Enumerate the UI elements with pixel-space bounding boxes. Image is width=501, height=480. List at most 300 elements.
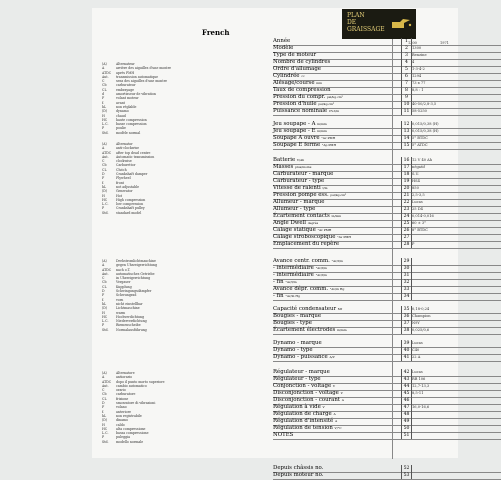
legend-text: avant [116,100,125,105]
legend-text: nicht einstellbar [116,301,143,306]
spec-value [412,425,500,432]
spec-number: 9 [401,94,412,101]
legend-code: (D) [102,306,108,311]
spec-label [273,369,401,376]
spec-label-text: Masses [273,164,294,170]
spec-label-text: - fin [273,279,284,285]
spec-value: 8,5-11 [412,391,424,395]
spec-value: 0,015/0,38 (H) [412,122,439,126]
legend-italian [102,371,165,444]
legend-code: D [102,401,105,406]
spec-unit: A [341,398,344,402]
legend-text: basse compression [116,122,147,127]
spec-label [273,59,401,66]
legend-text: after top dead centre [116,150,151,155]
spec-value [412,94,500,101]
spec-row [273,432,501,440]
spec-unit: °Av/in Hg [329,287,345,291]
legend-text: Alternator [116,142,133,146]
spec-value: N9Y [412,321,420,325]
legend-code: f. [102,100,105,105]
spec-value: 0,014-0,016 [412,214,434,218]
spec-value: Champion [412,314,431,318]
spec-label [273,376,401,383]
spec-unit: in/mm [337,328,347,332]
spec-label-text: Carburateur - marque [273,171,334,177]
spec-label-text: Année [273,38,291,44]
legend-code: hL [102,413,107,418]
spec-number: 25 [401,220,412,227]
spec-number: 3 [401,52,412,59]
legend-text: Flywheel [116,176,131,181]
legend-code: f. [102,297,105,302]
spec-unit: °Av PMH [321,136,336,140]
legend-text: nach o.T. [116,267,131,272]
legend-text: Drehstromlichtmaschine [116,259,156,263]
legend-code: ATDC [102,150,112,155]
legend-code: A [102,375,105,380]
spec-value: 0,18-0,24 [412,307,430,311]
spec-label [273,279,401,286]
spec-label [273,52,401,59]
legend-code: Aut. [102,74,109,79]
spec-number: 30 [401,265,412,272]
spec-label [273,313,401,320]
legend-code: L.C. [102,202,109,207]
legend-text: anteriore [116,409,131,414]
spec-label [273,157,401,164]
spec-label-text: Calage stroboscopique [273,234,336,240]
legend-code: F [102,293,105,298]
spec-label [273,108,401,115]
spec-label-text: Allumeur - type [273,206,316,212]
legend-text: puleggia [116,435,130,440]
spec-label-text: Pression pompe ess. [273,192,329,198]
legend-text: transmission automatique [116,74,159,79]
spec-value: 60 ± 3° [412,221,426,225]
spec-value: HS4 [412,179,420,183]
spec-label [273,128,401,135]
spec-value: 25 D4 [412,207,423,211]
legend-code: f. [102,180,105,185]
legend-text: Schwingungsdämpfer [116,289,152,294]
legend-text: frizione [116,396,129,401]
spec-value: 58-5250 [412,109,427,113]
legend-text: bassa compressione [116,431,149,436]
spec-label-text: Avance centr. comm. [273,258,330,264]
legend-german [102,259,157,332]
legend-text: après PMH [116,70,135,75]
spec-unit: A [334,419,338,423]
legend-text: clockwise [116,159,132,164]
spec-label-text: Bougies - type [273,320,312,326]
spec-number: 13 [401,128,412,135]
spec-label [273,465,401,472]
spec-label-text: Écartement électrodes [273,327,336,333]
spec-label [273,347,401,354]
spec-unit: °Av/t/m [285,280,297,284]
legend-code: H [102,113,105,118]
legend-code: ATDC [102,70,112,75]
legend-code: F [102,405,105,410]
spec-number: 11 [401,108,412,115]
legend-code: ATDC [102,379,112,384]
spec-label [273,178,401,185]
legend-text: sens des aiguilles d'une montre [116,79,168,84]
spec-value [412,411,500,418]
legend-code: Std. [102,210,109,215]
legend-text: Kupplung [116,284,132,289]
legend-text: Niederverdichtung [116,319,147,324]
legend-text: Alternatore [116,371,135,375]
spec-number: 27 [401,234,412,241]
spec-label-text: Soupape A ouvre [273,135,320,141]
spec-unit: V/Ah [296,158,305,162]
legend-code: ATDC [102,267,112,272]
spec-value: 2,5-3,5 [412,193,425,197]
spec-label-text: Ordre d'allumage [273,66,321,72]
spec-label [273,340,401,347]
spec-number: 29 [401,258,412,265]
spec-number: 22 [401,199,412,206]
spec-label-text: Puissance nominale [273,108,328,114]
spec-number: 41 [401,354,412,361]
legend-code: Cb [102,280,107,285]
legend-text: gegen Uhrzeigerrichtung [116,263,158,268]
spec-label [273,73,401,80]
spec-label [273,66,401,73]
spec-value: 5° ATDC [412,143,428,147]
spec-number: 6 [401,73,412,80]
spec-value: S.U. [412,172,420,176]
legend-text: volano [116,405,127,410]
legend-code: F [102,176,105,181]
spec-label [273,425,401,432]
spec-unit: V [322,405,325,409]
legend-text: vorn [116,297,124,302]
spec-label [273,411,401,418]
column-divider [392,39,393,459]
spec-label-text: Pression du compr. [273,94,326,100]
legend-code: (A) [102,62,107,66]
spec-number: 37 [401,320,412,327]
spec-number: 18 [401,171,412,178]
legend-text: Lichtmaschine [116,306,140,311]
spec-value: P [412,242,415,246]
legend-code: d [102,92,105,97]
spec-label-text: Jeu soupape - A [273,121,316,127]
spec-label [273,320,401,327]
legend-code: H [102,193,105,198]
legend-text: Carburettor [116,163,136,168]
legend-code: CL [102,396,107,401]
spec-label-text: Taux de compression [273,87,331,93]
spec-label [273,192,401,199]
spec-number: 4 [401,59,412,66]
spec-value: 1-3-4-2 [412,67,425,71]
spec-unit: cc [301,74,305,78]
legend-code: CL [102,87,107,92]
spec-value: RB 106 [412,377,426,381]
language-heading: French [202,28,230,37]
spec-unit: A [333,412,336,416]
legend-code: CL [102,167,107,172]
legend-code: HC [102,426,108,431]
spec-label-text: Vitesse de ralenti [273,185,321,191]
legend-code: HC [102,197,108,202]
legend-code: C [102,79,105,84]
spec-unit: V [340,391,343,395]
spec-number: 42 [401,369,412,376]
spec-label-text: Jeu soupape - E [273,128,316,134]
legend-entry [102,328,157,332]
spec-value: 4 [412,60,415,64]
spec-label-text: Capacité condensateur [273,306,337,312]
legend-text: Vergaser [116,280,131,285]
logo-line-3: GRAISSAGE [347,26,385,33]
spec-label [273,101,401,108]
spec-label-text: Régulateur - type [273,376,321,382]
spec-label [273,135,401,142]
spec-label-text: Depuis moteur no. [273,472,324,478]
legend-code: HC [102,314,108,319]
legend-code: HC [102,117,108,122]
spec-number: 46 [401,397,412,404]
spec-number: 8 [401,87,412,94]
spec-label [273,142,401,149]
spec-label [273,265,401,272]
spec-number: 10 [401,101,412,108]
legend-text: warm [116,310,126,315]
spec-label [273,383,401,390]
spec-value: 8° BTDC [412,228,428,232]
spec-value: Lucas [412,341,423,345]
spec-label [273,199,401,206]
legend-text: dynamo [116,109,129,114]
spec-value [412,272,500,279]
spec-number: 53 [401,472,412,479]
spec-unit: in/mm [317,129,327,133]
legend-code: P [102,206,105,211]
spec-label-text: Type de moteur [273,52,317,58]
legend-text: amortisseur de vibration [116,92,156,97]
legend-text: smorzatore di vibrazioni [116,401,156,406]
spec-value: 40-50/2,8-3,5 [412,102,437,106]
legend-text: chaud [116,113,126,118]
spec-label [273,87,401,94]
legend-code: P [102,323,105,328]
legend-text: orario [116,388,126,393]
spec-number: 36 [401,313,412,320]
spec-label [273,258,401,265]
spec-value [412,258,500,265]
legend-text: poulie [116,126,126,131]
oil-can-icon [390,14,412,32]
spec-label-text: Pression d'huile [273,101,317,107]
legend-code: Cb [102,83,107,88]
legend-code: (A) [102,371,107,375]
spec-unit: t/m [322,186,328,190]
legend-text: Hot [116,193,122,198]
spec-row [273,472,501,480]
spec-label [273,404,401,411]
spec-unit: °Av/in Hg [285,294,300,298]
spec-value [412,286,500,293]
legend-code: hL [102,301,107,306]
spec-number: 51 [401,432,412,439]
legend-text: anti-clockwise [116,146,140,151]
legend-code: (D) [102,109,108,114]
spec-label-text: Régulation de tension [273,425,333,431]
spec-label-text: NOTES [273,432,294,438]
spec-number: 47 [401,404,412,411]
legend-code: Std. [102,327,109,332]
legend-code: A [102,66,105,71]
legend-text: non registrabile [116,413,142,418]
spec-number: 39 [401,340,412,347]
legend-code: C [102,159,105,164]
legend-code: C [102,276,105,281]
spec-value: 0,025/0,6 [412,328,430,332]
spec-label [273,220,401,227]
legend-code: (A) [102,259,107,263]
legend-text: front [116,180,124,185]
spec-label [273,206,401,213]
spec-label [273,272,401,279]
spec-label [273,354,401,361]
spec-label-text: Écartement contacts [273,213,330,219]
spec-label-text: Dynamo - marque [273,340,322,346]
spec-label-text: Dynamo - puissance [273,354,328,360]
legend-text: Crankshaft damper [116,172,148,177]
spec-unit: psi/kg.cm² [318,102,335,106]
spec-number: 24 [401,213,412,220]
spec-label [273,45,401,52]
spec-label-text: Régulation à vide [273,404,321,410]
spec-value: 22 A [412,355,421,359]
spec-number: 40 [401,347,412,354]
legend-text: volant moteur [116,96,139,101]
spec-label [273,418,401,425]
spec-value: Lucas [412,370,423,374]
legend-code: H [102,310,105,315]
legend-text: modello normale [116,439,144,444]
spec-row [273,327,501,335]
legend-text: not adjustable [116,184,140,189]
spec-number: 31 [401,272,412,279]
legend-text: dinamo [116,418,128,423]
spec-value [412,293,500,300]
spec-label-text: Calage statique [273,227,316,233]
spec-number: 38 [401,327,412,334]
spec-unit: °Av PMH [337,235,352,239]
legend-text: non réglable [116,104,137,109]
spec-label-text: Alésage/course [273,80,315,86]
spec-unit: °Ap PMH [321,143,337,147]
spec-number: 44 [401,383,412,390]
legend-text: Crankshaft pulley [116,206,145,211]
spec-number: 34 [401,293,412,300]
spec-unit: in/mm [331,214,342,218]
spec-label-text: Conjonction - voltage [273,383,332,389]
spec-unit: A/V [329,355,335,359]
spec-value: C40 [412,348,420,352]
legend-code: P [102,126,105,131]
legend-code: CL [102,284,107,289]
column-header-year: 1971 [440,41,449,45]
legend-text: Alternateur [116,62,135,66]
spec-label-text: - intermédiaire [273,272,314,278]
legend-code: hL [102,104,107,109]
spec-label [273,241,401,248]
spec-label-text: Disconjonction - voltage [273,390,339,396]
spec-value: 1300 [412,46,422,50]
legend-code: Cb [102,163,107,168]
legend-text: standard model [116,210,142,215]
spec-number: 43 [401,376,412,383]
legend-code: Std. [102,439,109,444]
spec-label [273,293,401,300]
spec-value [412,38,500,45]
legend-code: (A) [102,142,107,146]
spec-label [273,472,401,479]
spec-label-text: Carburateur - type [273,178,325,184]
spec-row [273,354,501,362]
spec-value [412,265,500,272]
legend-code: H [102,422,105,427]
spec-value [412,234,500,241]
spec-value: 12 V 40 Ah [412,158,433,162]
spec-value: 12,7-13,3 [412,384,430,388]
legend-code: Aut. [102,383,109,388]
spec-label [273,38,401,45]
spec-number: 20 [401,185,412,192]
legend-entry [102,440,165,444]
legend-code: Std. [102,130,109,135]
spec-label-text: Modèle [273,45,294,51]
spec-label [273,327,401,334]
legend-text: carburateur [116,83,136,88]
legend-text: dopo il punto morto superiore [116,379,165,384]
spec-number: 16 [401,157,412,164]
spec-row [273,293,501,301]
spec-label-text: Nombre de cylindres [273,59,331,65]
spec-label-text: Emplacement du repère [273,241,340,247]
spec-value: Benzine [412,53,427,57]
legend-code: Aut. [102,271,109,276]
spec-label [273,80,401,87]
spec-number: 7 [401,80,412,87]
spec-label [273,306,401,313]
spec-unit: °Av/t/m [315,273,327,277]
legend-text: modèle normal [116,130,141,135]
spec-number: 19 [401,178,412,185]
legend-text: haute compression [116,117,147,122]
legend-text: Normalausführung [116,327,147,332]
spec-label [273,185,401,192]
spec-value: 1294 [412,74,422,78]
legend-code: L.C. [102,122,109,127]
logo-line-2: DE [347,19,357,26]
column-header-model: 1300 [408,41,417,45]
spec-number: 5 [401,66,412,73]
spec-value: 73 x 77 [412,81,426,85]
spec-number: 12 [401,121,412,128]
legend-text: Generator [116,189,133,194]
spec-label-text: Régulateur - marque [273,369,330,375]
legend-code: C [102,388,105,393]
spec-label [273,94,401,101]
